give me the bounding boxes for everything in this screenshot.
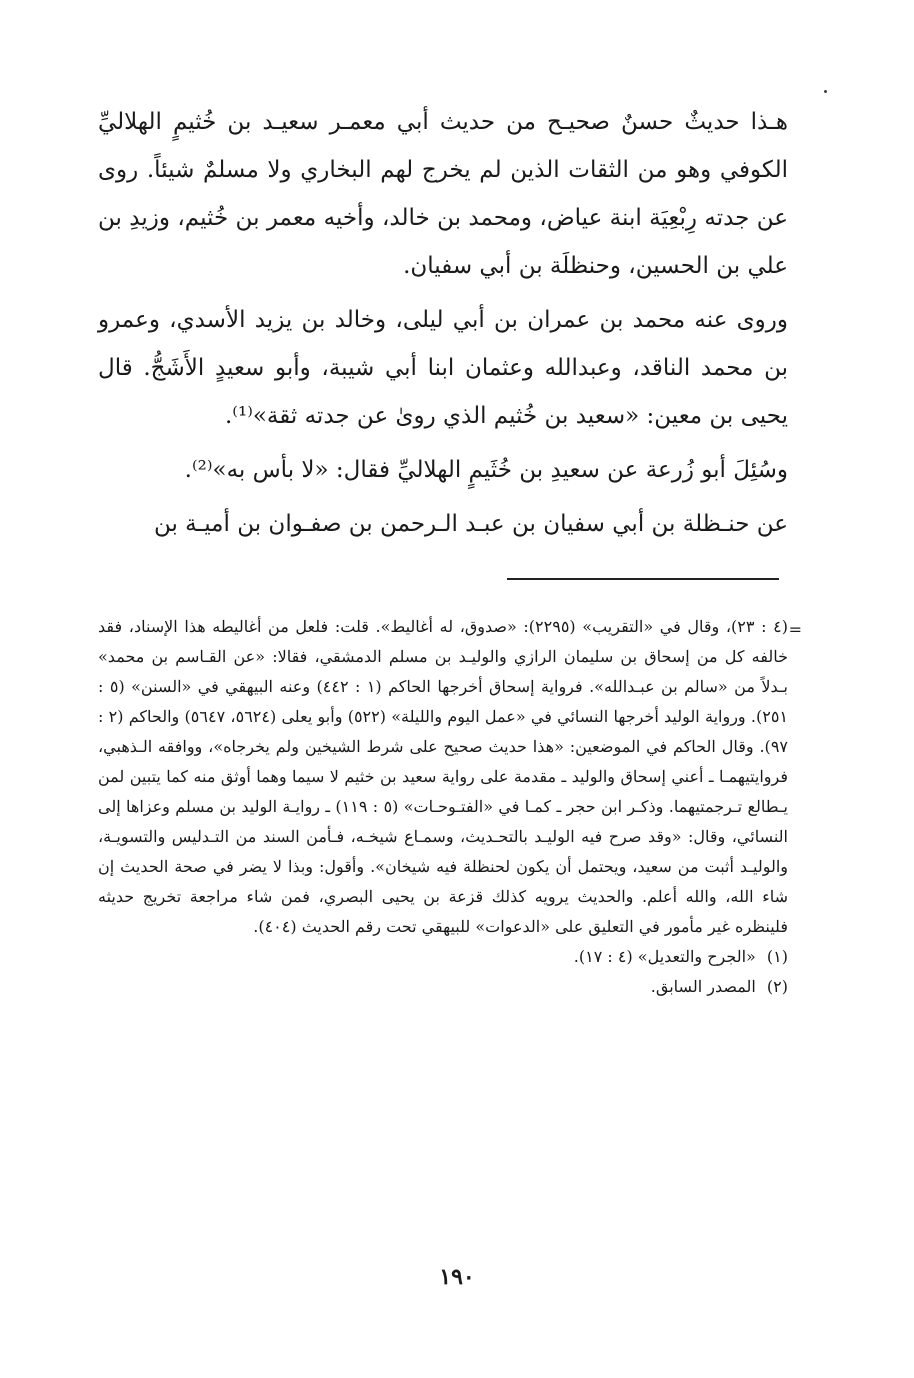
footnote-separator <box>507 578 779 580</box>
footnotes <box>98 612 788 1002</box>
paragraph-2: وروى عنه محمد بن عمران بن أبي ليلى، وخالد بن يزيد الأسدي، وعمرو بن محمد الناقد، وعبدالله وعثمان ابنا أبي شيبة، وأبو سعيدٍ الأَشَجُّ. قال يحيى بن معين: «سعيد بن خُثيم الذي روىٰ عن جدته ثقة»⁽¹⁾. <box>98 307 788 429</box>
main-text <box>98 98 788 554</box>
paragraph-4: عن حنـظلة بن أبي سفيان بن عبـد الـرحمن بن صفـوان بن أميـة بن <box>153 511 788 537</box>
paragraph-1: هـذا حديثٌ حسنٌ صحيـح من حديث أبي معمـر سعيـد بن خُثيمٍ الهلاليِّ الكوفي وهو من الثقات الذين لم يخرج لهم البخاري ولا مسلمٌ شيئاً. روى عن جدته رِبْعِيَة ابنة عياض، ومحمد بن خالد، وأخيه معمر بن خُثيم، وزيدِ بن علي بن الحسين، وحنظلَة بن أبي سفيان. <box>98 109 788 279</box>
ink-speck <box>824 90 827 93</box>
footnote-1 <box>98 942 788 972</box>
footnote-2 <box>98 972 788 1002</box>
paragraph-3: وسُئِلَ أبو زُرعة عن سعيدِ بن خُثَيمٍ الهلاليِّ فقال: «لا بأس به»⁽²⁾. <box>184 457 788 483</box>
footnote-number: (٢) <box>766 977 788 996</box>
footnote-text: «الجرح والتعديل» (٤ : ١٧). <box>573 947 756 966</box>
footnote-text: المصدر السابق. <box>650 977 756 996</box>
page-number: ١٩٠ <box>439 1264 475 1290</box>
footnote-number: (١) <box>766 947 788 966</box>
footnote-continuation-text: (٤ : ٢٣)، وقال في «التقريب» (٢٢٩٥): «صدوق، له أغاليط». قلت: فلعل من أغاليطه هذا الإسناد، فقد خالفه كل من إسحاق بن سليمان الرازي والوليـد بن مسلم الدمشقي، فقالا: «عن القـاسم بن محمد» بـدلاً من «سالم بن عبـدالله». فرواية إسحاق أخرجها الحاكم (١ : ٤٤٢) وعنه البيهقي في «السنن» (٥ : ٢٥١). ورواية الوليد أخرجها النسائي في «عمل اليوم والليلة» (٥٢٢) وأبو يعلى (٥٦٢٤، ٥٦٤٧) والحاكم (٢ : ٩٧). وقال الحاكم في الموضعين: «هذا حديث صحيح على شرط الشيخين ولم يخرجاه»، ووافقه الـذهبي، فروايتيهمـا ـ أعني إسحاق والوليد ـ مقدمة على رواية سعيد بن خثيم لا سيما وهما أوثق منه كما يتبين لمن يـطالع تـرجمتيهما. وذكـر ابن حجر ـ كمـا في «الفتـوحـات» (٥ : ١١٩) ـ روايـة الوليد بن مسلم وعزاها إلى النسائي، وقال: «وقد صرح فيه الوليـد بالتحـديث، وسمـاع شيخـه، فـأمن السند من التـدليس والتسويـة، والوليـد أثبت من سعيد، ويحتمل أن يكون لحنظلة فيه شيخان». وأقول: وبذا لا يضر في صحة الحديث إن شاء الله، والله أعلم. والحديث يرويه كذلك قزعة بن يحيى البصري، فمن شاء مراجعة تخريج حديثه فلينظره غير مأمور في التعليق على «الدعوات» للبيهقي تحت رقم الحديث (٤٠٤). <box>98 617 789 936</box>
footnote-continuation-mark: = <box>788 620 802 639</box>
